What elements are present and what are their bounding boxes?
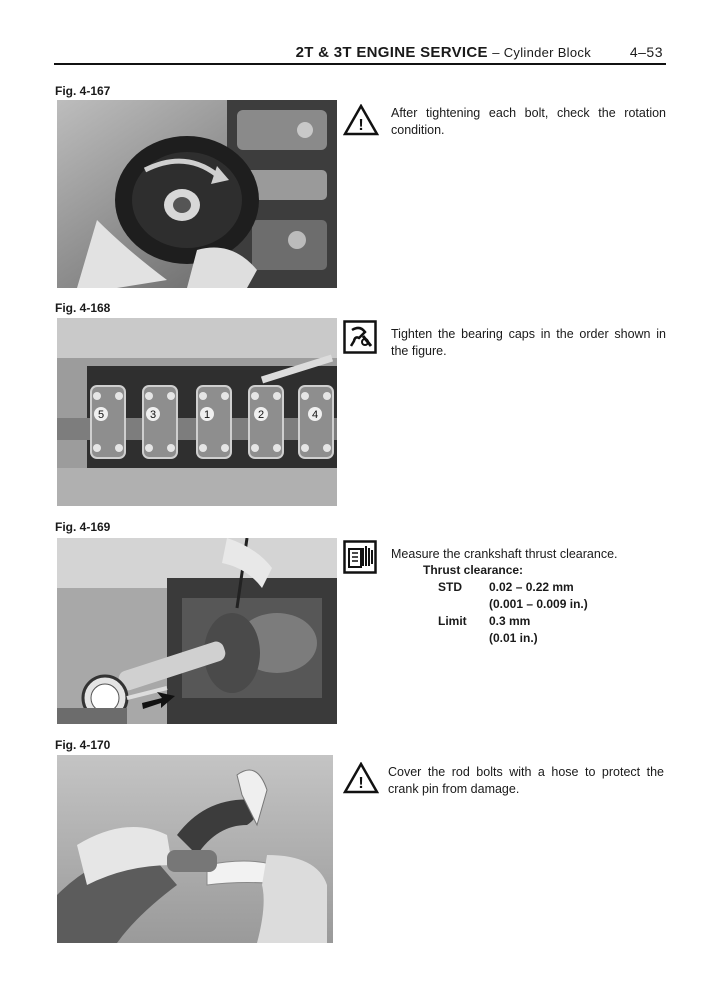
svg-text:!: !	[358, 775, 364, 792]
spec-std-value: 0.02 – 0.22 mm	[489, 580, 574, 594]
svg-text:!: !	[358, 117, 364, 134]
instruction-text: Measure the crankshaft thrust clearance.	[391, 547, 618, 561]
measure-gauge-icon	[343, 540, 377, 574]
instruction-text: Tighten the bearing caps in the order shown in the figure.	[391, 327, 666, 358]
figure-label: Fig. 4-170	[55, 738, 111, 752]
instruction-text: After tightening each bolt, check the rotation condition.	[391, 106, 666, 137]
spec-heading: Thrust clearance:	[423, 563, 524, 577]
spec-limit-value-in: (0.01 in.)	[489, 631, 538, 645]
caution-triangle-icon	[343, 104, 379, 136]
header-rule	[54, 63, 666, 65]
figure-label: Fig. 4-167	[55, 84, 111, 98]
header-title: 2T & 3T ENGINE SERVICE	[295, 44, 488, 61]
instruction-text: Cover the rod bolts with a hose to protect the crank pin from damage.	[388, 765, 664, 796]
cap-order-number: 2	[257, 409, 265, 421]
cap-order-number: 4	[311, 409, 319, 421]
header-title-line	[296, 44, 591, 61]
page-header	[54, 38, 665, 66]
torque-wrench-icon	[343, 320, 377, 354]
page-number: 4–53	[629, 44, 663, 60]
caution-triangle-icon	[343, 762, 379, 794]
cap-order-number: 1	[203, 409, 211, 421]
header-subtitle: – Cylinder Block	[492, 45, 591, 60]
cap-order-number: 5	[97, 409, 105, 421]
figure-photo-bearing-caps	[57, 318, 337, 506]
spec-std-label: STD	[438, 580, 462, 594]
figure-photo-rod-bolt-hose	[57, 755, 333, 943]
spec-limit-label: Limit	[438, 614, 467, 628]
spec-limit-value: 0.3 mm	[489, 614, 531, 628]
figure-label: Fig. 4-169	[55, 520, 111, 534]
figure-label: Fig. 4-168	[55, 301, 111, 315]
cap-order-number: 3	[149, 409, 157, 421]
spec-std-value-in: (0.001 – 0.009 in.)	[489, 597, 588, 611]
figure-photo-thrust-clearance	[57, 538, 337, 724]
figure-photo-pulley	[57, 100, 337, 288]
